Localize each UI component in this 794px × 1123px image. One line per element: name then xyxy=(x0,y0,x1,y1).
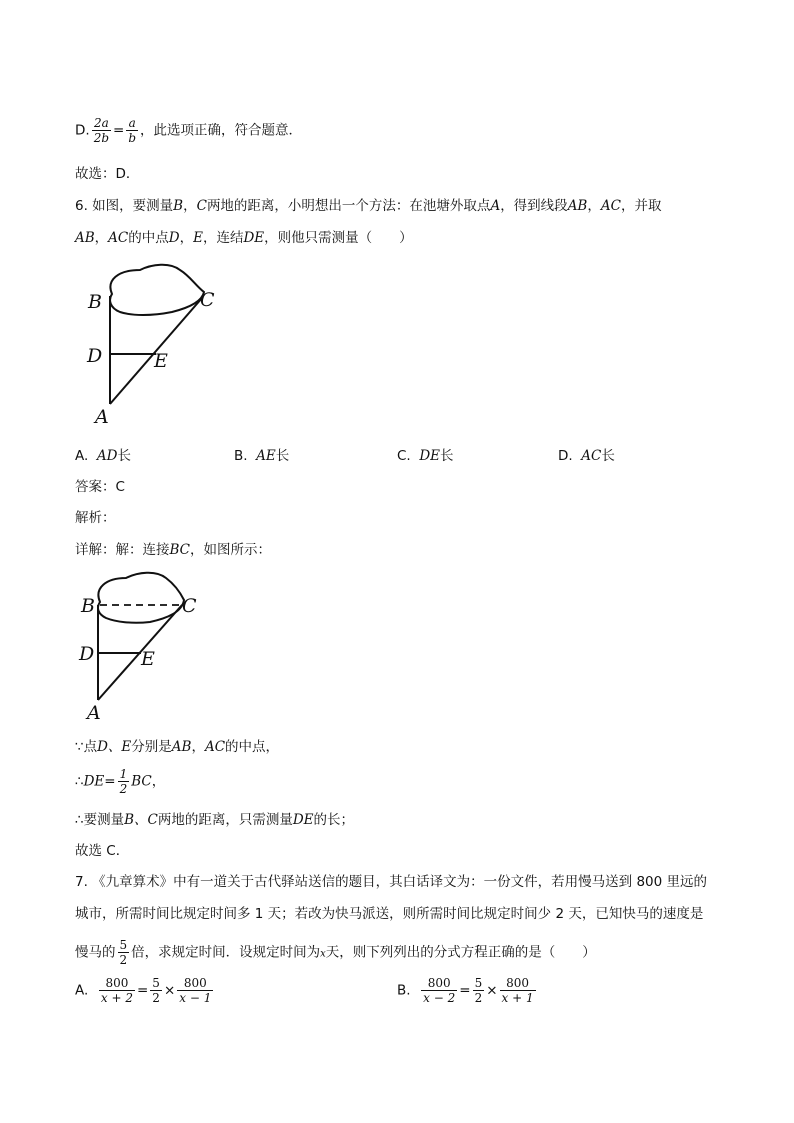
q6-therefore-de: ∴DE= $\frac{1}{2}$ BC， xyxy=(75,767,166,796)
fraction-800-over-x-minus-1: $\frac{800}{x - 1}$ xyxy=(179,976,212,1005)
label-a: A xyxy=(95,406,109,428)
label-c-2: C xyxy=(182,595,197,617)
fraction-800-over-x-plus-2: $\frac{800}{x + 2}$ xyxy=(100,976,133,1005)
label-d-2: D xyxy=(79,643,95,665)
q5-conclusion: 故选：D． xyxy=(75,166,140,182)
label-b: B xyxy=(88,291,102,313)
q6-option-a: A. AD长 xyxy=(75,448,131,464)
q6-option-c: C. DE长 xyxy=(397,448,454,464)
fraction-2a-2b: $\frac{2a}{2b}$ xyxy=(93,116,110,145)
fraction-800-over-x-minus-2: $\frac{800}{x - 2}$ xyxy=(423,976,456,1005)
fraction-five-halves: $\frac{5}{2}$ xyxy=(119,938,128,967)
label-e: E xyxy=(154,350,168,372)
q6-answer: 答案：C xyxy=(75,479,125,495)
pond-figure xyxy=(80,258,230,430)
q6-need-measure: ∴要测量B、C两地的距离，只需测量DE的长； xyxy=(75,812,355,828)
label-c: C xyxy=(200,289,215,311)
label-d: D xyxy=(87,345,103,367)
q6-choose: 故选 C． xyxy=(75,843,130,859)
q7-option-b: B. $\frac{800}{x - 2}$ = $\frac{5}{2}$ × $\frac{800}{x + 1}$ xyxy=(397,976,534,1005)
fraction-800-over-x-plus-1: $\frac{800}{x + 1}$ xyxy=(501,976,534,1005)
fraction-a-b: $\frac{a}{b}$ xyxy=(128,116,137,145)
fraction-five-halves-b: $\frac{5}{2}$ xyxy=(474,976,483,1005)
fraction-one-half: $\frac{1}{2}$ xyxy=(119,767,128,796)
q7-stem-line3: 慢马的 $\frac{5}{2}$ 倍，求规定时间．设规定时间为x天，则下列列出的分式方程正确的是（ ） xyxy=(75,938,596,967)
label-e-2: E xyxy=(141,648,155,670)
q7-option-a: A. $\frac{800}{x + 2}$ = $\frac{5}{2}$ × $\frac{800}{x - 1}$ xyxy=(75,976,212,1005)
label-b-2: B xyxy=(81,595,95,617)
q6-option-b: B. AE长 xyxy=(234,448,290,464)
label-a-2: A xyxy=(87,702,101,724)
pond-figure-with-bc xyxy=(78,568,228,724)
q7-stem-line1: 7. 《九章算术》中有一道关于古代驿站送信的题目，其白话译文为：一份文件，若用慢马送到 800 里远的 xyxy=(75,874,708,890)
pond-outline xyxy=(110,265,204,315)
fraction-five-halves-a: $\frac{5}{2}$ xyxy=(152,976,160,1005)
q6-stem-line1: 6. 如图，要测量B，C两地的距离，小明想出一个方法：在池塘外取点A，得到线段AB，AC，并取 xyxy=(75,198,662,214)
q6-option-d: D. AC长 xyxy=(558,448,615,464)
q6-stem-line2: AB，AC的中点D，E，连结DE，则他只需测量（ ） xyxy=(75,230,413,246)
q6-analysis: 解析： xyxy=(75,510,116,526)
q5-option-d: D. $\frac{2a}{2b}$ = $\frac{a}{b}$ ，此选项正确，符合题意． xyxy=(75,116,303,145)
q6-because: ∵点D、E分别是AB，AC的中点， xyxy=(75,739,280,755)
q7-stem-line2: 城市，所需时间比规定时间多 1 天；若改为快马派送，则所需时间比规定时间少 2 天，已知快马的速度是 xyxy=(75,906,704,922)
q6-detail: 详解：解：连接BC，如图所示： xyxy=(75,542,272,558)
pond-outline-2 xyxy=(98,573,184,623)
